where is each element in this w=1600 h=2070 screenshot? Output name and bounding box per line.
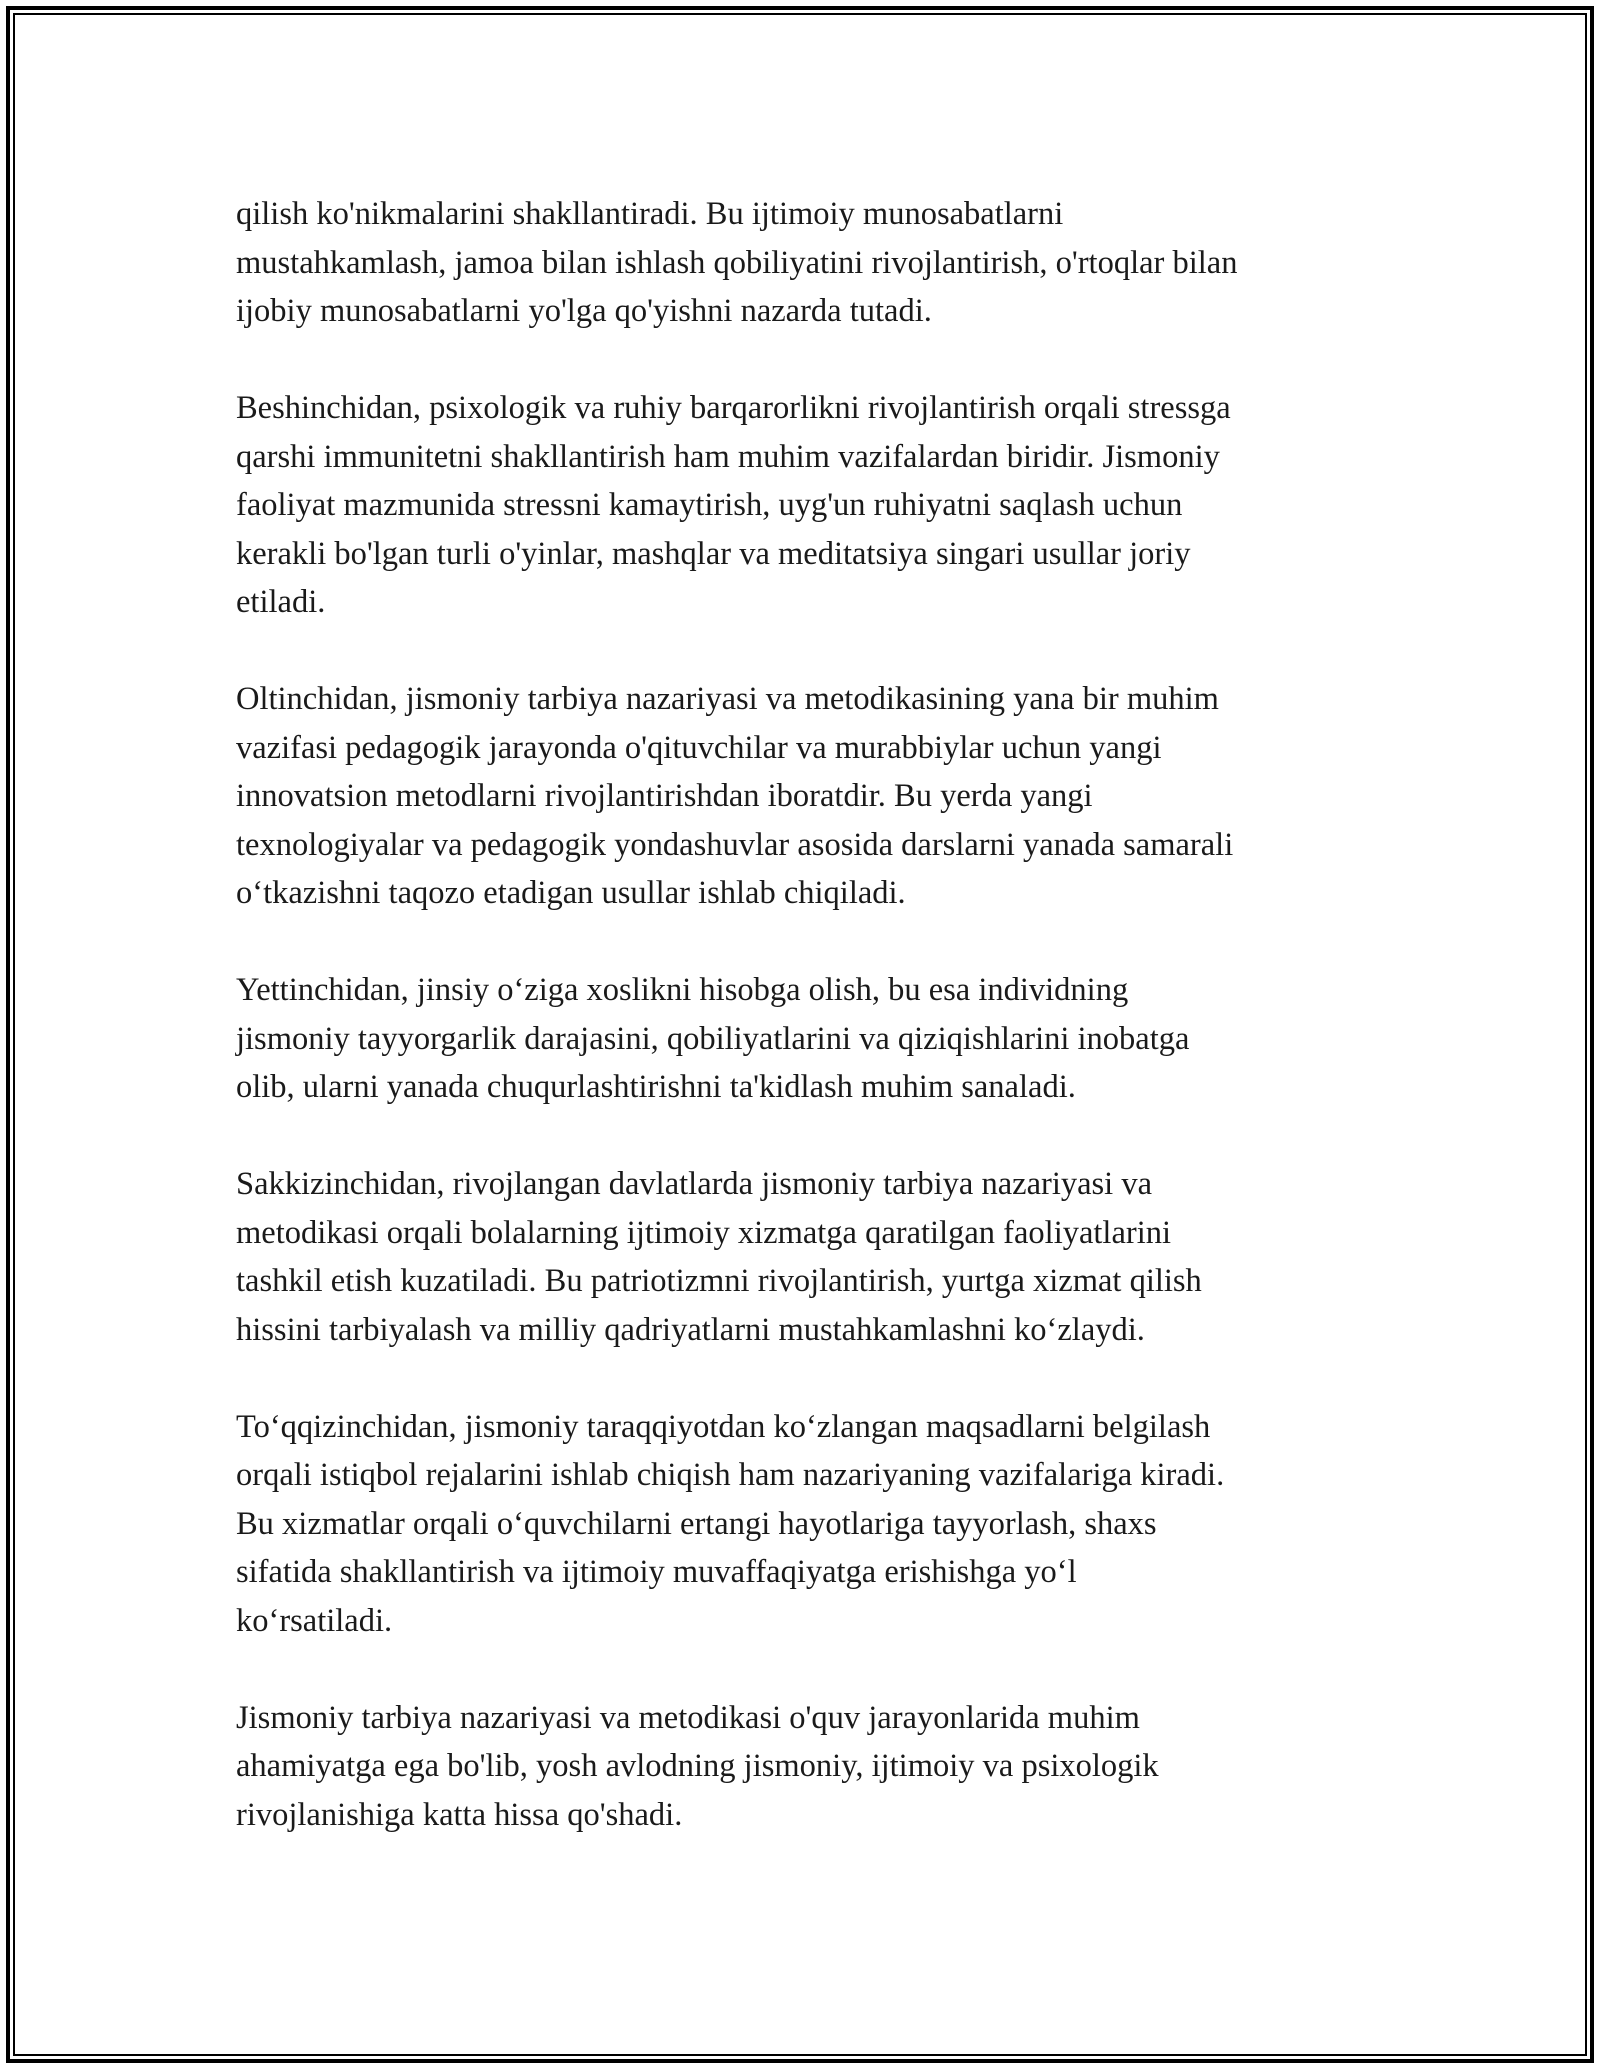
text-line: qarshi immunitetni shakllantirish ham muhim vazifalardan biridir. Jismoniy: [236, 438, 1220, 475]
paragraph: [236, 1160, 1386, 1354]
text-line: faoliyat mazmunida stressni kamaytirish, uyg'un ruhiyatni saqlash uchun: [236, 487, 1183, 523]
text-line: olib, ularni yanada chuqurlashtirishni ta'kidlash muhim sanaladi.: [236, 1069, 1076, 1105]
paragraph: [236, 1694, 1386, 1840]
text-line: o‘tkazishni taqozo etadigan usullar ishlab chiqiladi.: [236, 875, 906, 911]
text-line: Sakkizinchidan, rivojlangan davlatlarda jismoniy tarbiya nazariyasi va: [236, 1166, 1153, 1202]
paragraph: [236, 190, 1386, 336]
text-line: ahamiyatga ega bo'lib, yosh avlodning jismoniy, ijtimoiy va psixologik: [236, 1748, 1159, 1784]
text-line: rivojlanishiga katta hissa qo'shadi.: [236, 1796, 683, 1833]
text-line: metodikasi orqali bolalarning ijtimoiy xizmatga qaratilgan faoliyatlarini: [236, 1214, 1172, 1251]
text-line: kerakli bo'lgan turli o'yinlar, mashqlar va meditatsiya singari usullar joriy: [236, 535, 1191, 572]
text-line: texnologiyalar va pedagogik yondashuvlar asosida darslarni yanada samarali: [236, 826, 1234, 863]
text-line: hissini tarbiyalash va milliy qadriyatlarni mustahkamlashni ko‘zlaydi.: [236, 1311, 1145, 1348]
text-line: jismoniy tayyorgarlik darajasini, qobiliyatlarini va qiziqishlarini inobatga: [236, 1020, 1190, 1057]
text-line: sifatida shakllantirish va ijtimoiy muvaffaqiyatga erishishga yo‘l: [236, 1554, 1077, 1590]
text-line: Bu xizmatlar orqali o‘quvchilarni ertangi hayotlariga tayyorlash, shaxs: [236, 1505, 1157, 1542]
paragraph: [236, 384, 1386, 627]
text-line: innovatsion metodlarni rivojlantirishdan iboratdir. Bu yerda yangi: [236, 778, 1093, 814]
text-line: mustahkamlash, jamoa bilan ishlash qobiliyatini rivojlantirish, o'rtoqlar bilan: [236, 244, 1238, 281]
text-line: To‘qqizinchidan, jismoniy taraqqiyotdan ko‘zlangan maqsadlarni belgilash: [236, 1408, 1211, 1445]
paragraph: [236, 1403, 1386, 1646]
text-line: tashkil etish kuzatiladi. Bu patriotizmni rivojlantirish, yurtga xizmat qilish: [236, 1263, 1202, 1299]
text-line: vazifasi pedagogik jarayonda o'qituvchilar va murabbiylar uchun yangi: [236, 729, 1162, 766]
text-line: ko‘rsatiladi.: [236, 1602, 393, 1639]
text-line: ijobiy munosabatlarni yo'lga qo'yishni nazarda tutadi.: [236, 293, 932, 329]
paragraph: [236, 966, 1386, 1112]
text-line: Jismoniy tarbiya nazariyasi va metodikasi o'quv jarayonlarida muhim: [236, 1699, 1140, 1736]
text-line: Beshinchidan, psixologik va ruhiy barqarorlikni rivojlantirish orqali stressga: [236, 390, 1231, 426]
document-body: [236, 190, 1386, 1888]
text-line: Yettinchidan, jinsiy o‘ziga xoslikni hisobga olish, bu esa individning: [236, 972, 1129, 1008]
paragraph: [236, 675, 1386, 918]
text-line: qilish ko'nikmalarini shakllantiradi. Bu ijtimoiy munosabatlarni: [236, 196, 1064, 232]
text-line: orqali istiqbol rejalarini ishlab chiqish ham nazariyaning vazifalariga kiradi.: [236, 1457, 1225, 1493]
text-line: etiladi.: [236, 584, 326, 620]
text-line: Oltinchidan, jismoniy tarbiya nazariyasi va metodikasining yana bir muhim: [236, 681, 1219, 717]
